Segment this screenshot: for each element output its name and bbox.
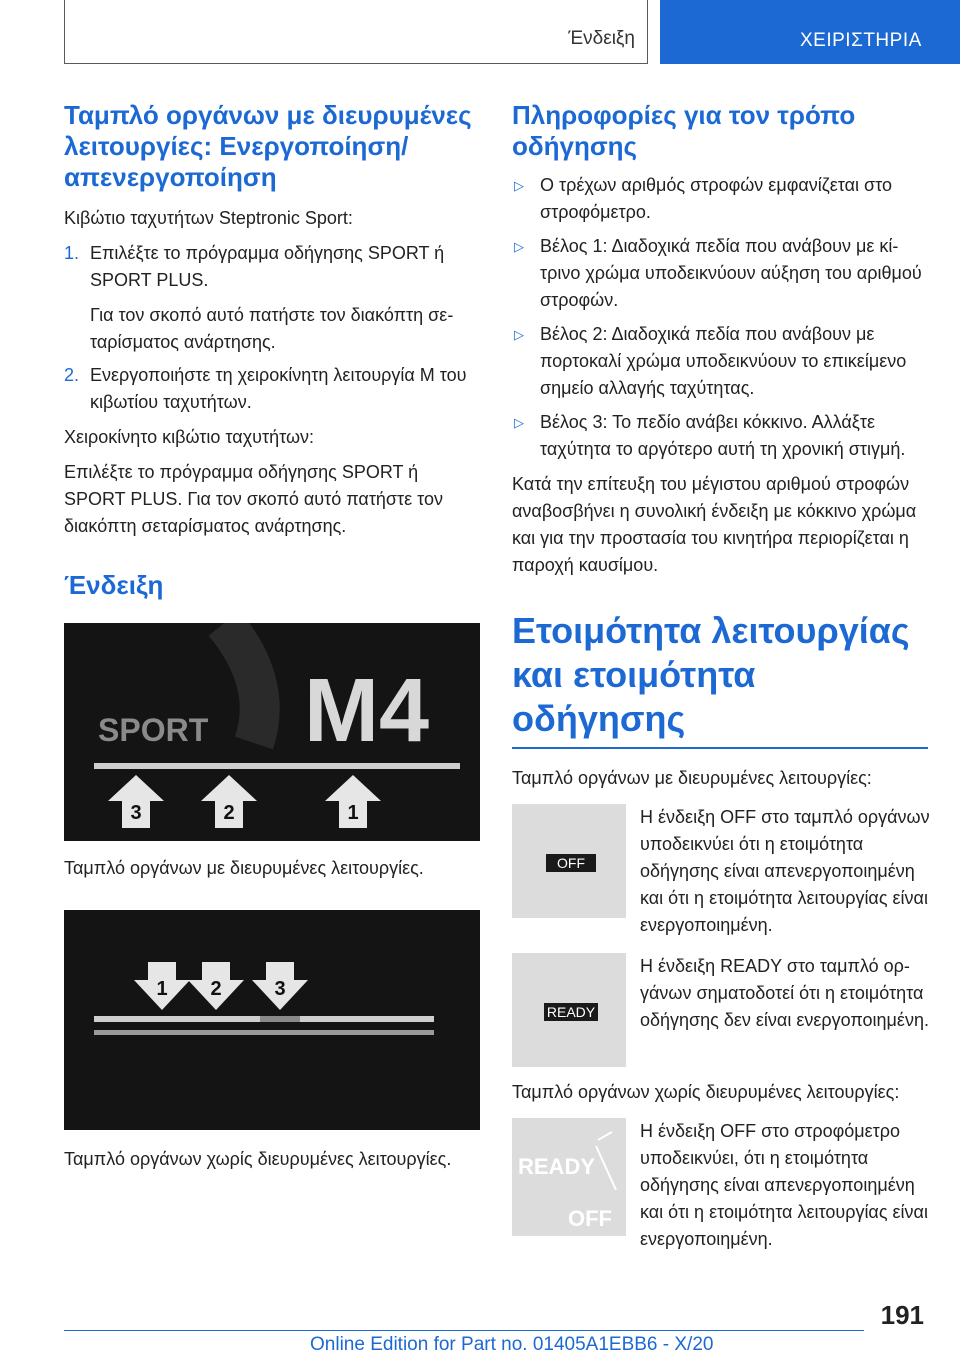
ready-indicator-text: Η ένδειξη READY στο ταμπλό οργάνων σηματοδοτεί ότι η ετοιμότητα οδήγησης δεν είναι ενεργοποιημένη. [640, 956, 929, 1030]
step-number: 1. [64, 243, 80, 263]
steps-list [64, 240, 482, 416]
header-section-title: Ένδειξη [568, 28, 635, 49]
arrow-label: 2 [210, 978, 222, 1000]
standard-subheading: Ταμπλό οργάνων χωρίς διευρυμένες λειτουργίες: [512, 1082, 900, 1102]
footer-edition: Online Edition for Part no. 01405A1EBB6 - X/20 [310, 1334, 714, 1355]
info-bullets [512, 172, 930, 463]
readiness-heading: Ετοιμότητα λειτουργίας και ετοιμότητα οδήγησης [512, 610, 910, 739]
bullet-item: ▷ Ο τρέχων αριθμός στροφών εμφανίζεται στο στροφόμετρο. [512, 172, 930, 226]
off-indicator-text: Η ένδειξη OFF στο ταμπλό οργάνων υποδεικνύει ότι η ετοιμότητα οδήγησης είναι απενεργοποιημένη και ότι η ετοιμότητα λειτουργίας είναι ενεργοποιημένη. [640, 807, 930, 935]
arrow-label: 1 [156, 978, 168, 1000]
triangle-bullet-icon: ▷ [514, 327, 524, 342]
cluster-standard-svg [64, 910, 480, 1130]
header-section-box [64, 0, 648, 64]
mode-label: SPORT [98, 712, 209, 748]
indicator-off-row [512, 804, 930, 939]
ready-badge: READY [546, 1004, 596, 1020]
right-section-heading: Πληροφορίες για τον τρόπο οδήγησης [512, 100, 856, 161]
off-indicator-image [512, 804, 626, 918]
bullet-item: ▷ Βέλος 1: Διαδοχικά πεδία που ανάβουν με κίτρινο χρώμα υποδεικνύουν αύξηση του αριθμού στροφών. [512, 233, 930, 314]
max-rpm-paragraph: Κατά την επίτευξη του μέγιστου αριθμού στροφών αναβοσβήνει η συνολική ένδειξη με κόκκινο χρώμα και για την προστασία του κινητήρα περιορίζεται η παροχή καυσίμου. [512, 474, 917, 575]
indicator-ready-row [512, 953, 930, 1073]
steptronic-intro: Κιβώτιο ταχυτήτων Steptronic Sport: [64, 208, 353, 228]
bullet-item: ▷ Βέλος 3: Το πεδίο ανάβει κόκκινο. Αλλάξτε ταχύτητα το αργότερο αυτή τη χρονική στιγμή. [512, 409, 930, 463]
manual-text: Επιλέξτε το πρόγραμμα οδήγησης SPORT ή SPORT PLUS. Για τον σκοπό αυτό πατήστε τον διακόπτη σεταρίσματος ανάρτησης. [64, 462, 444, 536]
tacho-indicator-image [512, 1118, 626, 1236]
left-section-heading: Ταμπλό οργάνων με διευρυμένες λειτουργίες: Ενεργοποίηση/απενεργοποίηση [64, 100, 472, 192]
step-text: Επιλέξτε το πρόγραμμα οδήγησης SPORT ή SPORT PLUS. [90, 243, 445, 290]
ready-indicator-image [512, 953, 626, 1067]
arrow-label: 1 [347, 802, 359, 824]
step-extra: Για τον σκοπό αυτό πατήστε τον διακόπτη σεταρίσματος ανάρτησης. [90, 305, 454, 352]
extended-subheading: Ταμπλό οργάνων με διευρυμένες λειτουργίες: [512, 768, 872, 788]
display-section-heading: Ένδειξη [64, 570, 164, 600]
step-item [64, 240, 482, 356]
page-number: 191 [880, 1300, 924, 1330]
caption-extended: Ταμπλό οργάνων με διευρυμένες λειτουργίες. [64, 858, 424, 878]
left-column [64, 100, 482, 1173]
caption-standard: Ταμπλό οργάνων χωρίς διευρυμένες λειτουργίες. [64, 1149, 452, 1169]
heading-rule [512, 747, 928, 749]
tacho-off-label: OFF [568, 1206, 612, 1231]
bullet-item: ▷ Βέλος 2: Διαδοχικά πεδία που ανάβουν με πορτοκαλί χρώμα υποδεικνύουν το επικείμενο σημείο αλλαγής ταχύτητας. [512, 321, 930, 402]
manual-label: Χειροκίνητο κιβώτιο ταχυτήτων: [64, 427, 315, 447]
gear-label: M4 [304, 661, 430, 761]
header-chapter-title: ΧΕΙΡΙΣΤΗΡΙΑ [800, 30, 922, 51]
cluster-image-extended [64, 623, 480, 841]
footer-rule [64, 1330, 864, 1331]
triangle-bullet-icon: ▷ [514, 415, 524, 430]
tacho-ready-label: READY [518, 1154, 596, 1179]
triangle-bullet-icon: ▷ [514, 178, 524, 193]
indicator-tacho-row [512, 1118, 930, 1253]
step-item [64, 362, 482, 416]
arrow-label: 2 [223, 802, 235, 824]
arrow-label: 3 [130, 802, 142, 824]
header-chapter-tab [660, 0, 960, 64]
cluster-image-standard [64, 910, 480, 1130]
arrow-label: 3 [274, 978, 286, 1000]
cluster-extended-svg [64, 623, 480, 841]
step-number: 2. [64, 365, 80, 385]
step-text: Ενεργοποιήστε τη χειροκίνητη λειτουργία M του κιβωτίου ταχυτήτων. [90, 365, 467, 412]
rpm-segments [94, 763, 460, 769]
off-badge: OFF [557, 855, 585, 871]
tacho-indicator-text: Η ένδειξη OFF στο στροφόμετρο υποδεικνύει, ότι η ετοιμότητα οδήγησης είναι απενεργοποιημένη και ότι η ετοιμότητα λειτουργίας είναι ενεργοποιημένη. [640, 1121, 928, 1249]
right-column [512, 100, 930, 1253]
triangle-bullet-icon: ▷ [514, 239, 524, 254]
